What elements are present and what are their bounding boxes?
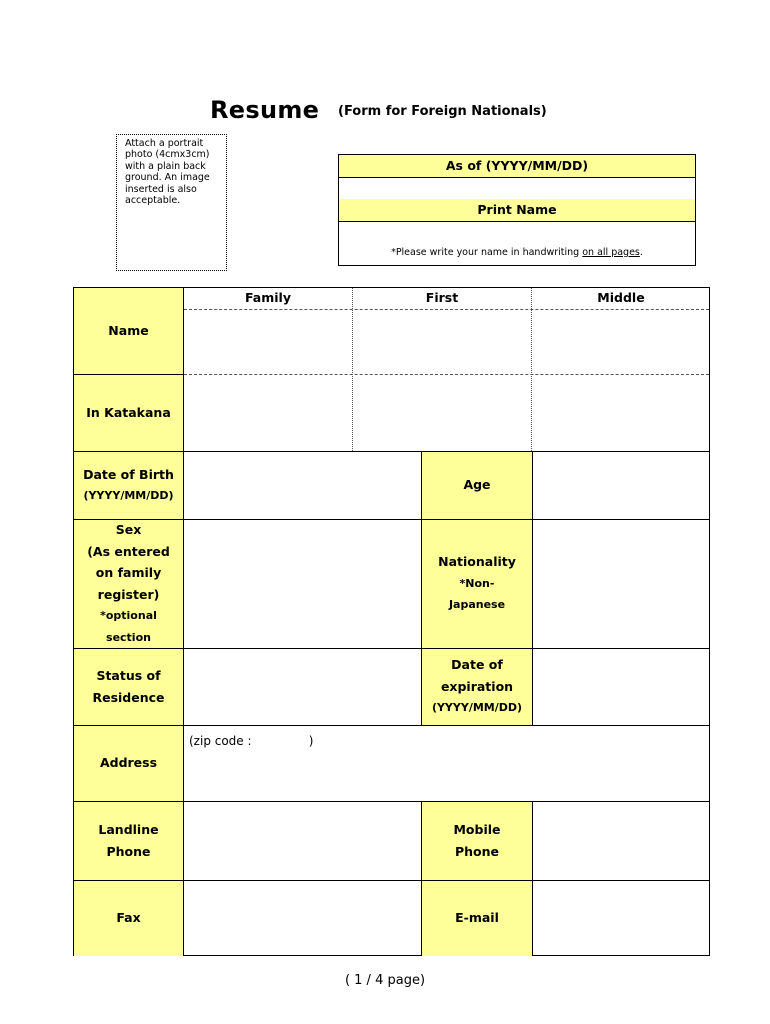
grid-line [74,519,709,520]
grid-line [531,288,532,451]
grid-line [74,880,709,881]
grid-line [532,801,533,956]
status-field[interactable] [184,649,421,725]
expiration-label: Date of expiration (YYYY/MM/DD) [422,648,532,725]
page-number: ( 1 / 4 page) [344,973,426,988]
expiration-field[interactable] [533,649,710,725]
family-column-header: Family [245,290,291,305]
grid-line [421,451,422,725]
sex-field[interactable] [184,520,421,648]
dob-field[interactable] [184,452,421,519]
grid-line [184,309,709,310]
dob-label: Date of Birth (YYYY/MM/DD) [74,451,183,519]
grid-line [74,451,709,452]
middle-column-header: Middle [597,290,645,305]
katakana-label: In Katakana [74,374,183,451]
resume-form-table [73,287,710,956]
as-of-field[interactable] [339,177,695,200]
age-field[interactable] [533,452,710,519]
grid-line [74,801,709,802]
date-name-box [338,154,696,266]
landline-field[interactable] [184,802,421,880]
grid-line [184,374,709,375]
grid-line [74,725,709,726]
email-field[interactable] [533,881,710,956]
status-label: Status of Residence [74,648,183,725]
middle-name-field[interactable] [532,310,710,374]
print-name-label: Print Name [339,199,695,222]
nationality-label: Nationality *Non- Japanese [422,519,532,648]
middle-katakana-field[interactable] [532,375,710,451]
family-name-field[interactable] [184,310,352,374]
grid-line [421,801,422,956]
mobile-field[interactable] [533,802,710,880]
age-label: Age [422,451,532,519]
photo-instruction: Attach a portrait photo (4cmx3cm) with a plain back ground. An image inserted is also acceptable. [125,138,210,207]
mobile-label: Mobile Phone [422,801,532,880]
fax-label: Fax [74,880,183,956]
handwriting-note: *Please write your name in handwriting on all pages. [391,247,643,258]
print-name-field[interactable] [339,221,695,265]
nationality-field[interactable] [533,520,710,648]
first-katakana-field[interactable] [353,375,531,451]
grid-line [183,288,184,956]
first-column-header: First [425,290,459,305]
grid-line [74,648,709,649]
first-name-field[interactable] [353,310,531,374]
photo-attach-box[interactable] [116,134,227,271]
grid-line [74,374,183,375]
name-label: Name [74,288,183,374]
as-of-label: As of (YYYY/MM/DD) [339,155,695,178]
address-label: Address [74,725,183,801]
family-katakana-field[interactable] [184,375,352,451]
email-label: E-mail [422,880,532,956]
page-subtitle: (Form for Foreign Nationals) [338,104,547,119]
grid-line [532,451,533,725]
grid-line [352,288,353,451]
fax-field[interactable] [184,881,421,956]
zip-code-placeholder: (zip code : ) [189,734,314,748]
sex-label: Sex (As entered on family register) *optional section [74,519,183,648]
page-title: Resume [210,96,320,124]
landline-label: Landline Phone [74,801,183,880]
